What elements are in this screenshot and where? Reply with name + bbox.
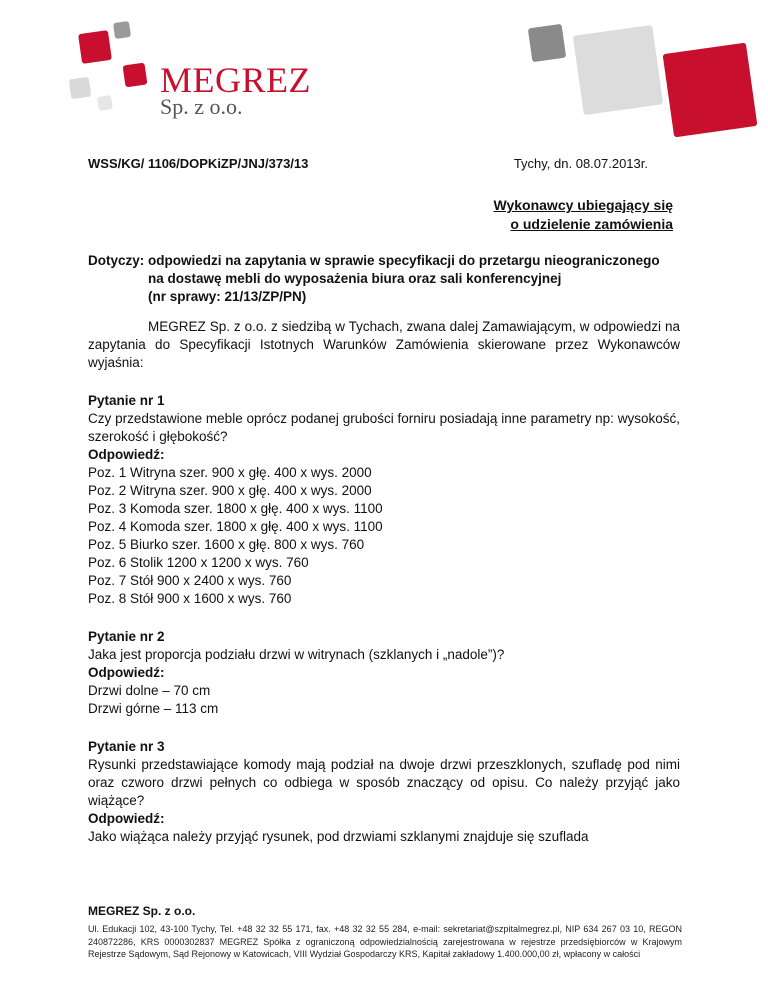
question-1-text: Czy przedstawione meble oprócz podanej grubości forniru posiadają inne parametry np: wysokość, szerokość i głębokość? [88,411,680,444]
subject-line-2: na dostawę mebli do wyposażenia biura oraz sali konferencyjnej [148,271,562,286]
question-3-block [88,738,680,846]
reference-number: WSS/KG/ 1106/DOPKiZP/JNJ/373/13 [88,156,309,171]
answer-3-text: Jako wiążąca należy przyjąć rysunek, pod drzwiami szklanymi znajduje się szuflada [88,829,589,844]
answer-1-item: Poz. 3 Komoda szer. 1800 x głę. 400 x wys. 1100 [88,501,383,516]
footer-company-details: Ul. Edukacji 102, 43-100 Tychy, Tel. +48 32 32 55 171, fax. +48 32 32 55 284, e-mail: sekretariat@szpitalmegrez.pl, NIP 634 267 03 10, REGON 240872286, KRS 0000302837 MEGREZ Spółka z ograniczoną odpowiedzialnością zarejestrowana w rejestrze przedsiębiorców w Krajowym Rejestrze Sądowym, Sąd Rejonowy w Katowicach, VIII Wydział Gospodarczy KRS, Kapitał zakładowy 1.400.000,00 zł, wpłacony w całości [88,924,682,959]
deco-square-light-large [573,25,663,115]
answer-2-label: Odpowiedź: [88,665,165,680]
logo-name: MEGREZ [160,60,311,100]
addressee-line-2: o udzielenie zamówienia [510,216,673,232]
answer-1-label: Odpowiedź: [88,447,165,462]
answer-1-item: Poz. 7 Stół 900 x 2400 x wys. 760 [88,573,292,588]
question-2-text: Jaka jest proporcja podziału drzwi w witrynach (szklanych i „nadole”)? [88,647,505,662]
answer-1-item: Poz. 4 Komoda szer. 1800 x głę. 400 x wys. 1100 [88,519,383,534]
question-3-title: Pytanie nr 3 [88,739,165,754]
answer-2-item: Drzwi dolne – 70 cm [88,683,211,698]
answer-1-item: Poz. 8 Stół 900 x 1600 x wys. 760 [88,591,292,606]
intro-paragraph: MEGREZ Sp. z o.o. z siedzibą w Tychach, zwana dalej Zamawiającym, w odpowiedzi na zapytania do Specyfikacji Istotnych Warunków Zamówienia skierowane przez Wykonawców wyjaśnia: [88,319,680,370]
answer-1-item: Poz. 5 Biurko szer. 1600 x głę. 800 x wys. 760 [88,537,365,552]
question-3-text: Rysunki przedstawiające komody mają podział na dwoje drzwi przeszklonych, szufladę pod nimi oraz czworo drzwi pełnych co odbiega w sposób znaczący od opisu. Co należy przyjąć jako wiążące? [88,757,680,808]
answer-2-item: Drzwi górne – 113 cm [88,701,219,716]
logo-square-red-large [78,30,112,64]
subject-line-1: Dotyczy: odpowiedzi na zapytania w sprawie specyfikacji do przetargu nieograniczonego [88,253,660,268]
deco-square-grey-small [528,24,566,62]
logo-square-light [69,77,92,100]
addressee-line-1: Wykonawcy ubiegający się [493,197,673,213]
logo-square-red-small [123,63,148,88]
logo-sub: Sp. z o.o. [160,94,243,119]
answer-3-label: Odpowiedź: [88,811,165,826]
decorative-squares [508,8,758,138]
logo-square-grey [113,21,131,39]
logo-square-light-2 [97,95,113,111]
place-date: Tychy, dn. 08.07.2013r. [513,156,648,171]
footer-company-name: MEGREZ Sp. z o.o. [88,904,196,918]
letter-body [88,318,680,846]
answer-1-item: Poz. 2 Witryna szer. 900 x głę. 400 x wys. 2000 [88,483,372,498]
reference-row [88,156,648,171]
subject-line-3: (nr sprawy: 21/13/ZP/PN) [148,289,307,304]
question-1-block [88,392,680,608]
deco-square-red-large [663,43,758,138]
addressee [494,196,674,234]
question-2-title: Pytanie nr 2 [88,629,165,644]
subject [88,252,688,306]
answer-1-item: Poz. 1 Witryna szer. 900 x głę. 400 x wys. 2000 [88,465,372,480]
company-logo [56,14,326,126]
answer-1-item: Poz. 6 Stolik 1200 x 1200 x wys. 760 [88,555,309,570]
question-1-title: Pytanie nr 1 [88,393,165,408]
question-2-block [88,628,680,718]
